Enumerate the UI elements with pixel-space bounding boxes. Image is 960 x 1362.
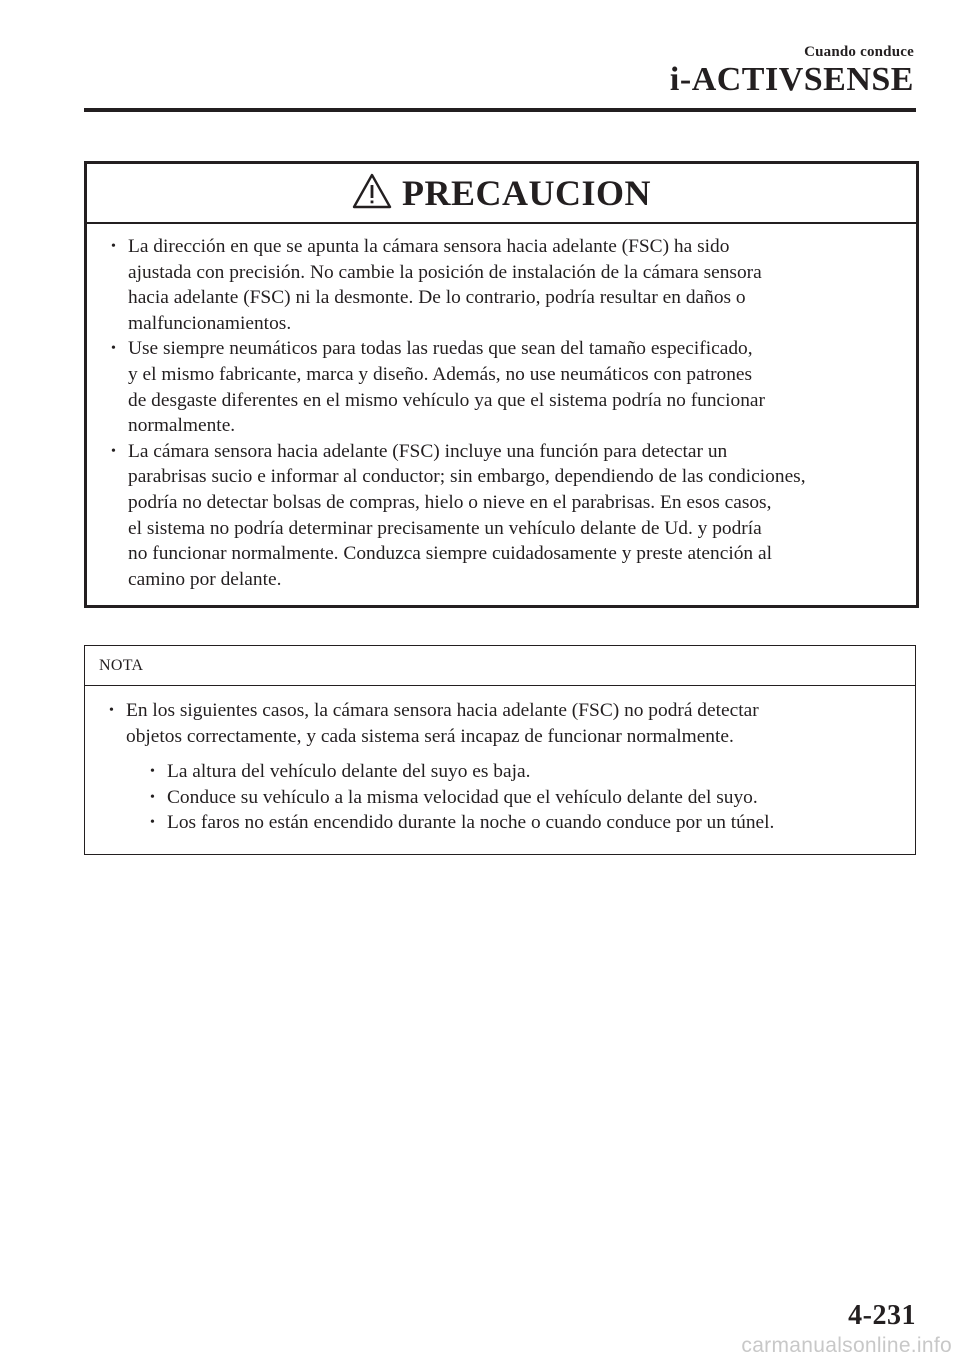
caution-item-line: ajustada con precisión. No cambie la posición de instalación de la cámara sensora	[128, 261, 762, 283]
nota-item	[105, 698, 907, 836]
bullet: •	[111, 341, 116, 357]
caution-item-line: camino por delante.	[128, 568, 282, 590]
caution-item-line: y el mismo fabricante, marca y diseño. Además, no use neumáticos con patrones	[128, 363, 753, 385]
caution-list	[87, 224, 916, 592]
nota-list	[85, 686, 915, 836]
nota-subitem-text: Conduce su vehículo a la misma velocidad que el vehículo delante del suyo.	[167, 786, 758, 808]
bullet: •	[111, 239, 116, 254]
caution-item-line: no funcionar normalmente. Conduzca siempre cuidadosamente y preste atención al	[128, 543, 772, 565]
caution-item	[107, 439, 908, 593]
caution-title: PRECAUCION	[401, 173, 651, 213]
caution-item-line: de desgaste diferentes en el mismo vehículo ya que el sistema podría no funcionar	[128, 389, 765, 411]
nota-title: NOTA	[99, 656, 144, 674]
section-title: Cuando conduce	[804, 44, 914, 60]
caution-item-line: normalmente.	[128, 415, 236, 437]
nota-box	[84, 645, 916, 855]
caution-item	[107, 234, 908, 336]
header-divider	[84, 108, 916, 112]
caution-item-line: podría no detectar bolsas de compras, hielo o nieve en el parabrisas. En esos casos,	[128, 491, 772, 513]
nota-subitem-text: Los faros no están encendido durante la noche o cuando conduce por un túnel.	[167, 812, 775, 834]
nota-item-line: objetos correctamente, y cada sistema será incapaz de funcionar normalmente.	[126, 725, 734, 747]
caution-item-line: malfuncionamientos.	[128, 312, 292, 334]
bullet: •	[109, 703, 114, 718]
nota-subitem	[146, 810, 907, 836]
warning-triangle-icon	[352, 173, 392, 209]
watermark: carmanualsonline.info	[741, 1334, 952, 1357]
caution-box	[84, 161, 919, 608]
page-number: 4-231	[848, 1300, 916, 1331]
caution-item-line: La cámara sensora hacia adelante (FSC) incluye una función para detectar un	[128, 440, 728, 462]
caution-item-line: La dirección en que se apunta la cámara sensora hacia adelante (FSC) ha sido	[128, 236, 730, 257]
bullet: •	[150, 815, 155, 831]
chapter-title: i-ACTIVSENSE	[669, 61, 914, 98]
caution-item-line: el sistema no podría determinar precisamente un vehículo delante de Ud. y podría	[128, 517, 762, 539]
bullet: •	[150, 764, 155, 780]
caution-item-line: Use siempre neumáticos para todas las ruedas que sean del tamaño especificado,	[128, 338, 753, 360]
caution-item	[107, 336, 908, 438]
nota-header	[85, 646, 915, 686]
nota-sublist	[126, 759, 907, 836]
nota-item-line: En los siguientes casos, la cámara sensora hacia adelante (FSC) no podrá detectar	[126, 700, 759, 721]
nota-subitem-text: La altura del vehículo delante del suyo es baja.	[167, 761, 531, 783]
caution-item-line: parabrisas sucio e informar al conductor; sin embargo, dependiendo de las condiciones,	[128, 466, 806, 488]
caution-item-line: hacia adelante (FSC) ni la desmonte. De lo contrario, podría resultar en daños o	[128, 287, 746, 309]
bullet: •	[150, 789, 155, 805]
bullet: •	[111, 443, 116, 459]
caution-header	[87, 164, 916, 224]
nota-subitem	[146, 759, 907, 785]
nota-subitem	[146, 785, 907, 811]
